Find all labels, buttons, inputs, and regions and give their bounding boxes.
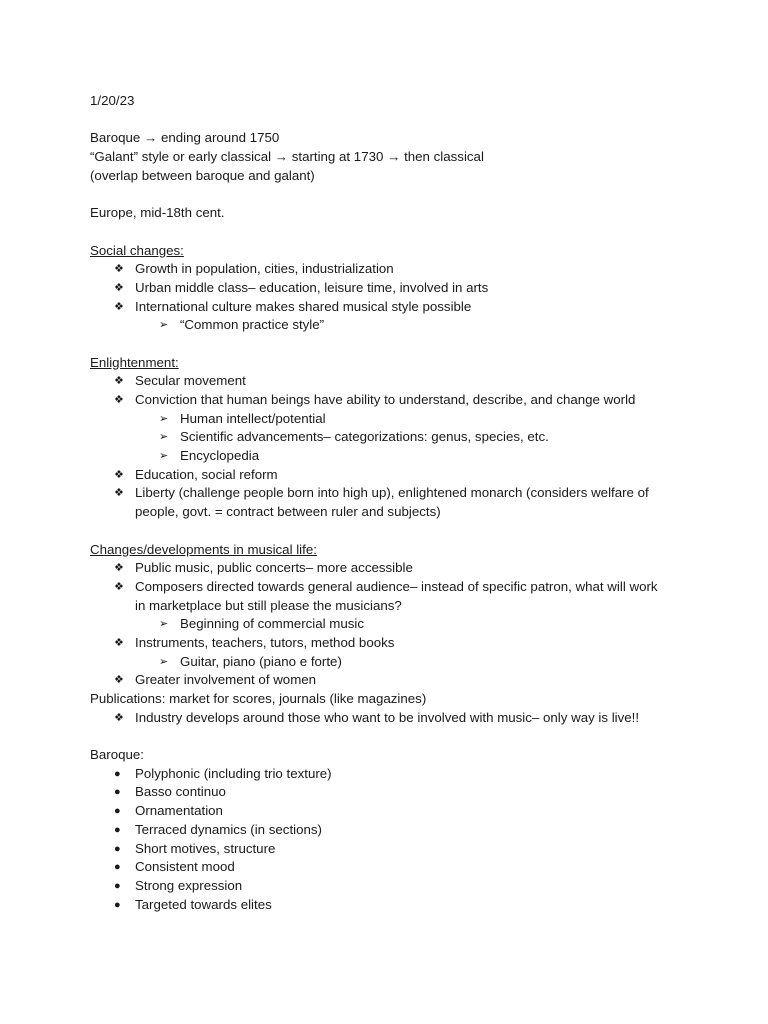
diamond-bullet-icon: ❖ [114, 674, 124, 687]
list-item: ● Targeted towards elites [90, 896, 690, 915]
section-heading-musical-life: Changes/developments in musical life: [90, 541, 317, 557]
list-item: ❖ Urban middle class– education, leisure time, involved in arts [90, 279, 690, 298]
list-item: ❖ Conviction that human beings have ability to understand, describe, and change world [90, 391, 690, 410]
diamond-bullet-icon: ❖ [114, 636, 124, 649]
list-item: ❖ Public music, public concerts– more accessible [90, 559, 690, 578]
dot-bullet-icon: ● [114, 767, 121, 780]
diamond-bullet-icon: ❖ [114, 580, 124, 593]
dot-bullet-icon: ● [114, 861, 121, 874]
list-item: ● Basso continuo [90, 783, 690, 802]
intro-line: Baroque → ending around 1750 [90, 130, 280, 146]
sub-list-item: ➢ Beginning of commercial music [90, 615, 690, 634]
diamond-bullet-icon: ❖ [114, 394, 124, 406]
list-item: ● Polyphonic (including trio texture) [90, 765, 690, 784]
list-item: ❖ Education, social reform [90, 466, 690, 485]
list-item: ❖ Secular movement [90, 372, 690, 391]
list-item: ❖ International culture makes shared musical style possible [90, 298, 690, 317]
publications-line: Publications: market for scores, journals (like magazines) [90, 691, 427, 706]
date-line: 1/20/23 [90, 93, 135, 108]
diamond-bullet-icon: ❖ [114, 562, 124, 575]
diamond-bullet-icon: ❖ [114, 375, 124, 388]
arrow-bullet-icon: ➢ [159, 618, 169, 631]
arrow-bullet-icon: ➢ [159, 412, 169, 425]
list-item: ❖ Industry develops around those who want to be involved with music– only way is live!! [90, 709, 690, 728]
list-item: ● Strong expression [90, 877, 690, 896]
diamond-bullet-icon: ❖ [114, 300, 124, 313]
diamond-bullet-icon: ❖ [114, 468, 124, 481]
dot-bullet-icon: ● [114, 805, 121, 818]
sub-list-item: ➢ Human intellect/potential [90, 410, 690, 429]
list-item: ❖ Liberty (challenge people born into high up), enlightened monarch (considers welfare of [90, 484, 690, 503]
dot-bullet-icon: ● [114, 879, 121, 892]
arrow-bullet-icon: ➢ [159, 655, 169, 668]
dot-bullet-icon: ● [114, 898, 121, 911]
intro-line: (overlap between baroque and galant) [90, 167, 315, 183]
dot-bullet-icon: ● [114, 842, 121, 855]
intro-line: “Galant” style or early classical → starting at 1730 → then classical [90, 149, 484, 165]
list-item-continuation: in marketplace but still please the musicians? [135, 597, 402, 613]
dot-bullet-icon: ● [114, 786, 121, 799]
sub-list-item: ➢ Scientific advancements– categorizations: genus, species, etc. [90, 428, 690, 447]
list-item-continuation: people, govt. = contract between ruler and subjects) [135, 504, 441, 520]
diamond-bullet-icon: ❖ [114, 263, 124, 276]
arrow-bullet-icon: ➢ [159, 319, 169, 332]
section-heading-baroque: Baroque: [90, 747, 144, 763]
sub-list-item: ➢ “Common practice style” [90, 316, 690, 335]
list-item: ❖ Composers directed towards general audience– instead of specific patron, what will work [90, 578, 690, 597]
arrow-bullet-icon: ➢ [159, 450, 169, 463]
list-item: ● Terraced dynamics (in sections) [90, 821, 690, 840]
list-item: ● Ornamentation [90, 802, 690, 821]
list-item: ❖ Instruments, teachers, tutors, method books [90, 634, 690, 653]
list-item: ❖ Growth in population, cities, industrialization [90, 260, 690, 279]
dot-bullet-icon: ● [114, 823, 121, 836]
list-item: ❖ Greater involvement of women [90, 671, 690, 690]
arrow-bullet-icon: ➢ [159, 431, 169, 444]
section-heading-enlightenment: Enlightenment: [90, 354, 179, 370]
document-page [90, 92, 690, 914]
diamond-bullet-icon: ❖ [114, 487, 124, 500]
setting-line: Europe, mid-18th cent. [90, 205, 225, 221]
sub-list-item: ➢ Guitar, piano (piano e forte) [90, 653, 690, 672]
list-item: ● Consistent mood [90, 858, 690, 877]
sub-list-item: ➢ Encyclopedia [90, 447, 690, 466]
list-item: ● Short motives, structure [90, 840, 690, 859]
diamond-bullet-icon: ❖ [114, 711, 124, 724]
diamond-bullet-icon: ❖ [114, 281, 124, 294]
section-heading-social: Social changes: [90, 242, 184, 258]
